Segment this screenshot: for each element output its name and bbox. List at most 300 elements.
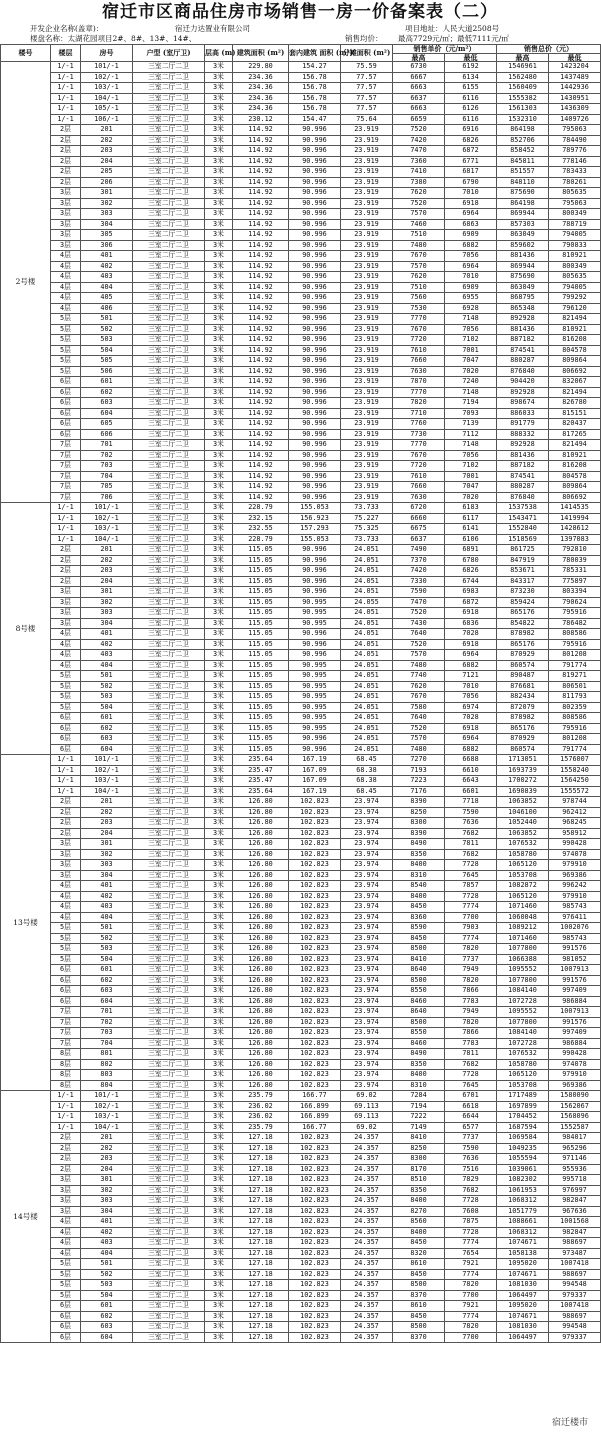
table-row	[1, 209, 601, 220]
cell-unit-type: 三室二厅二卫	[133, 776, 205, 787]
cell-total-price-max: 886033	[497, 408, 549, 419]
cell-total-price-max: 1039061	[497, 1164, 549, 1175]
header-building: 楼号	[1, 45, 51, 62]
table-row	[1, 1017, 601, 1028]
cell-unit-price-max: 8170	[393, 1164, 445, 1175]
cell-unit-type: 三室二厅二卫	[133, 335, 205, 346]
cell-gross-area: 126.80	[233, 986, 289, 997]
cell-unit-price-max: 7720	[393, 335, 445, 346]
cell-shared-area: 23.974	[341, 828, 393, 839]
table-row	[1, 986, 601, 997]
cell-unit-price-max: 7670	[393, 450, 445, 461]
table-row	[1, 503, 601, 514]
cell-inner-area: 90.995	[289, 713, 341, 724]
cell-unit-price-min: 6610	[445, 765, 497, 776]
cell-unit-price-min: 7028	[445, 713, 497, 724]
cell-floor: 5层	[51, 692, 81, 703]
cell-shared-area: 23.919	[341, 135, 393, 146]
cell-inner-area: 102.823	[289, 1038, 341, 1049]
cell-gross-area: 114.92	[233, 356, 289, 367]
cell-shared-area: 23.919	[341, 188, 393, 199]
cell-total-price-max: 1058138	[497, 1248, 549, 1259]
cell-unit-type: 三室二厅二卫	[133, 797, 205, 808]
cell-inner-area: 102.823	[289, 996, 341, 1007]
cell-shared-area: 23.974	[341, 807, 393, 818]
cell-inner-area: 102.823	[289, 1332, 341, 1343]
cell-inner-area: 102.823	[289, 891, 341, 902]
cell-room: 202	[81, 1143, 133, 1154]
cell-total-price-max: 864198	[497, 125, 549, 136]
cell-unit-price-max: 8350	[393, 1185, 445, 1196]
cell-unit-price-min: 7728	[445, 1227, 497, 1238]
cell-room: 302	[81, 1185, 133, 1196]
cell-unit-type: 三室二厅二卫	[133, 104, 205, 115]
cell-floor-height: 3米	[205, 860, 233, 871]
cell-inner-area: 102.823	[289, 1217, 341, 1228]
cell-unit-type: 三室二厅二卫	[133, 765, 205, 776]
cell-unit-price-max: 8610	[393, 1301, 445, 1312]
cell-shared-area: 23.919	[341, 293, 393, 304]
cell-unit-type: 三室二厅二卫	[133, 188, 205, 199]
cell-floor-height: 3米	[205, 849, 233, 860]
cell-gross-area: 127.18	[233, 1290, 289, 1301]
cell-floor-height: 3米	[205, 303, 233, 314]
cell-room: 604	[81, 996, 133, 1007]
table-row	[1, 639, 601, 650]
cell-floor-height: 3米	[205, 135, 233, 146]
cell-floor: 6层	[51, 1301, 81, 1312]
cell-inner-area: 90.996	[289, 272, 341, 283]
cell-room: 203	[81, 566, 133, 577]
cell-total-price-max: 872079	[497, 702, 549, 713]
cell-floor-height: 3米	[205, 818, 233, 829]
cell-unit-price-max: 8400	[393, 1227, 445, 1238]
table-row	[1, 975, 601, 986]
table-row	[1, 167, 601, 178]
cell-gross-area: 127.18	[233, 1301, 289, 1312]
cell-room: 403	[81, 272, 133, 283]
document-title: 宿迁市区商品住房市场销售一房一价备案表（二）	[102, 2, 498, 22]
cell-shared-area: 23.919	[341, 272, 393, 283]
cell-unit-price-min: 6790	[445, 177, 497, 188]
table-row	[1, 734, 601, 745]
cell-floor-height: 3米	[205, 1196, 233, 1207]
cell-unit-type: 三室二厅二卫	[133, 1133, 205, 1144]
cell-total-price-min: 1552587	[549, 1122, 601, 1133]
cell-unit-price-min: 7820	[445, 1322, 497, 1333]
table-row	[1, 723, 601, 734]
cell-shared-area: 23.974	[341, 912, 393, 923]
cell-shared-area: 24.357	[341, 1259, 393, 1270]
cell-floor: 5层	[51, 1290, 81, 1301]
cell-room: 405	[81, 293, 133, 304]
cell-gross-area: 126.80	[233, 881, 289, 892]
cell-unit-price-min: 7010	[445, 272, 497, 283]
cell-total-price-max: 1077800	[497, 1017, 549, 1028]
table-row	[1, 587, 601, 598]
cell-inner-area: 90.996	[289, 177, 341, 188]
cell-unit-type: 三室二厅二卫	[133, 1269, 205, 1280]
cell-inner-area: 155.053	[289, 534, 341, 545]
cell-floor: 3层	[51, 849, 81, 860]
cell-total-price-max: 898674	[497, 398, 549, 409]
cell-unit-type: 三室二厅二卫	[133, 135, 205, 146]
cell-floor-height: 3米	[205, 230, 233, 241]
cell-inner-area: 90.996	[289, 555, 341, 566]
cell-total-price-min: 997409	[549, 1028, 601, 1039]
cell-total-price-min: 976411	[549, 912, 601, 923]
cell-floor: 4层	[51, 912, 81, 923]
cell-total-price-min: 1562067	[549, 1101, 601, 1112]
table-row	[1, 923, 601, 934]
cell-floor: 5层	[51, 324, 81, 335]
cell-floor: 5层	[51, 681, 81, 692]
cell-unit-price-max: 7223	[393, 776, 445, 787]
cell-unit-type: 三室二厅二卫	[133, 345, 205, 356]
cell-total-price-min: 986884	[549, 1038, 601, 1049]
cell-unit-price-min: 7866	[445, 1028, 497, 1039]
cell-total-price-max: 878982	[497, 629, 549, 640]
cell-unit-price-max: 8500	[393, 944, 445, 955]
header-total-max: 最高	[497, 53, 549, 62]
cell-gross-area: 236.02	[233, 1112, 289, 1123]
table-row	[1, 1175, 601, 1186]
cell-total-price-max: 876840	[497, 492, 549, 503]
cell-unit-price-min: 7728	[445, 860, 497, 871]
cell-floor: 6层	[51, 377, 81, 388]
cell-total-price-max: 1053708	[497, 870, 549, 881]
cell-unit-price-max: 8500	[393, 1322, 445, 1333]
header-type: 户型 (室厅卫)	[133, 45, 205, 62]
cell-unit-price-max: 7760	[393, 419, 445, 430]
cell-shared-area: 23.919	[341, 251, 393, 262]
cell-floor-height: 3米	[205, 1122, 233, 1133]
cell-floor-height: 3米	[205, 1038, 233, 1049]
cell-unit-type: 三室二厅二卫	[133, 419, 205, 430]
cell-unit-type: 三室二厅二卫	[133, 387, 205, 398]
cell-unit-type: 三室二厅二卫	[133, 146, 205, 157]
cell-total-price-max: 1095020	[497, 1259, 549, 1270]
cell-total-price-min: 783433	[549, 167, 601, 178]
cell-room: 104/-1	[81, 786, 133, 797]
cell-room: 603	[81, 398, 133, 409]
cell-room: 502	[81, 1269, 133, 1280]
cell-floor-height: 3米	[205, 1133, 233, 1144]
cell-inner-area: 90.996	[289, 408, 341, 419]
cell-inner-area: 102.823	[289, 954, 341, 965]
cell-total-price-max: 857303	[497, 219, 549, 230]
cell-floor: 1/-1	[51, 524, 81, 535]
cell-total-price-max: 1061953	[497, 1185, 549, 1196]
cell-unit-price-min: 6918	[445, 198, 497, 209]
cell-total-price-max: 904420	[497, 377, 549, 388]
cell-total-price-max: 1095552	[497, 965, 549, 976]
table-row	[1, 398, 601, 409]
cell-inner-area: 102.823	[289, 1164, 341, 1175]
cell-total-price-max: 1076532	[497, 839, 549, 850]
table-row	[1, 1133, 601, 1144]
cell-inner-area: 102.823	[289, 860, 341, 871]
cell-unit-type: 三室二厅二卫	[133, 1154, 205, 1165]
cell-floor: 6层	[51, 429, 81, 440]
cell-unit-type: 三室二厅二卫	[133, 923, 205, 934]
cell-total-price-max: 845811	[497, 156, 549, 167]
cell-gross-area: 114.92	[233, 461, 289, 472]
cell-total-price-max: 865176	[497, 639, 549, 650]
cell-total-price-max: 1046100	[497, 807, 549, 818]
cell-inner-area: 102.823	[289, 818, 341, 829]
cell-unit-type: 三室二厅二卫	[133, 744, 205, 755]
cell-shared-area: 23.974	[341, 849, 393, 860]
cell-unit-price-min: 7240	[445, 377, 497, 388]
cell-gross-area: 126.80	[233, 870, 289, 881]
cell-total-price-max: 1082872	[497, 881, 549, 892]
cell-unit-price-min: 6882	[445, 744, 497, 755]
cell-room: 506	[81, 366, 133, 377]
cell-unit-price-min: 6577	[445, 1122, 497, 1133]
cell-unit-price-min: 6974	[445, 702, 497, 713]
cell-unit-price-min: 7682	[445, 1059, 497, 1070]
table-row	[1, 786, 601, 797]
table-row	[1, 1290, 601, 1301]
cell-gross-area: 235.79	[233, 1122, 289, 1133]
cell-floor: 6层	[51, 419, 81, 430]
cell-gross-area: 114.92	[233, 282, 289, 293]
cell-unit-price-min: 6964	[445, 734, 497, 745]
cell-floor-height: 3米	[205, 639, 233, 650]
table-row	[1, 702, 601, 713]
cell-inner-area: 102.823	[289, 1227, 341, 1238]
cell-total-price-max: 1058780	[497, 1059, 549, 1070]
cell-room: 701	[81, 1007, 133, 1018]
cell-unit-price-min: 6618	[445, 1101, 497, 1112]
cell-gross-area: 126.80	[233, 807, 289, 818]
cell-gross-area: 126.80	[233, 1059, 289, 1070]
cell-total-price-min: 985743	[549, 933, 601, 944]
cell-floor-height: 3米	[205, 1154, 233, 1165]
table-row	[1, 335, 601, 346]
cell-total-price-min: 810921	[549, 450, 601, 461]
cell-unit-type: 三室二厅二卫	[133, 587, 205, 598]
cell-total-price-max: 874541	[497, 471, 549, 482]
cell-total-price-min: 788719	[549, 219, 601, 230]
cell-inner-area: 102.823	[289, 1290, 341, 1301]
cell-unit-price-min: 7783	[445, 1038, 497, 1049]
cell-unit-type: 三室二厅二卫	[133, 891, 205, 902]
cell-inner-area: 90.996	[289, 314, 341, 325]
cell-unit-price-max: 7490	[393, 545, 445, 556]
cell-unit-price-max: 8460	[393, 996, 445, 1007]
cell-room: 202	[81, 807, 133, 818]
cell-floor-height: 3米	[205, 1259, 233, 1270]
cell-shared-area: 23.919	[341, 356, 393, 367]
cell-unit-price-min: 7645	[445, 870, 497, 881]
table-row	[1, 429, 601, 440]
cell-total-price-max: 1065120	[497, 860, 549, 871]
cell-unit-price-min: 6116	[445, 93, 497, 104]
cell-total-price-min: 1001568	[549, 1217, 601, 1228]
cell-gross-area: 127.18	[233, 1133, 289, 1144]
cell-gross-area: 114.92	[233, 303, 289, 314]
cell-room: 101/-1	[81, 503, 133, 514]
cell-total-price-min: 821494	[549, 314, 601, 325]
cell-shared-area: 24.357	[341, 1217, 393, 1228]
cell-room: 102/-1	[81, 513, 133, 524]
cell-floor: 8层	[51, 1049, 81, 1060]
cell-floor-height: 3米	[205, 1269, 233, 1280]
cell-unit-type: 三室二厅二卫	[133, 156, 205, 167]
cell-gross-area: 115.05	[233, 618, 289, 629]
cell-unit-price-min: 7682	[445, 849, 497, 860]
project-line	[0, 34, 600, 44]
cell-floor-height: 3米	[205, 503, 233, 514]
cell-unit-price-max: 7176	[393, 786, 445, 797]
cell-floor: 5层	[51, 933, 81, 944]
cell-total-price-min: 969386	[549, 1080, 601, 1091]
cell-room: 102/-1	[81, 1101, 133, 1112]
cell-room: 601	[81, 1301, 133, 1312]
cell-floor: 2层	[51, 566, 81, 577]
cell-floor-height: 3米	[205, 471, 233, 482]
cell-shared-area: 24.051	[341, 681, 393, 692]
cell-total-price-min: 986884	[549, 996, 601, 1007]
cell-shared-area: 23.974	[341, 881, 393, 892]
cell-floor: 6层	[51, 734, 81, 745]
cell-total-price-min: 1568096	[549, 1112, 601, 1123]
cell-total-price-min: 1414535	[549, 503, 601, 514]
cell-total-price-min: 820437	[549, 419, 601, 430]
cell-unit-price-max: 7570	[393, 261, 445, 272]
cell-total-price-min: 979910	[549, 891, 601, 902]
header-total-min: 最低	[549, 53, 601, 62]
cell-floor: 5层	[51, 923, 81, 934]
cell-total-price-min: 968245	[549, 818, 601, 829]
cell-floor: 4层	[51, 1248, 81, 1259]
cell-gross-area: 115.05	[233, 576, 289, 587]
cell-floor-height: 3米	[205, 566, 233, 577]
cell-total-price-max: 1072728	[497, 996, 549, 1007]
cell-total-price-max: 848110	[497, 177, 549, 188]
cell-unit-type: 三室二厅二卫	[133, 965, 205, 976]
cell-unit-price-min: 7728	[445, 1196, 497, 1207]
cell-floor: 7层	[51, 1017, 81, 1028]
cell-inner-area: 102.823	[289, 1049, 341, 1060]
cell-gross-area: 234.36	[233, 104, 289, 115]
cell-room: 401	[81, 629, 133, 640]
cell-unit-price-max: 7770	[393, 387, 445, 398]
cell-total-price-max: 1055594	[497, 1154, 549, 1165]
cell-gross-area: 114.92	[233, 293, 289, 304]
cell-unit-price-max: 8270	[393, 1206, 445, 1217]
table-row	[1, 881, 601, 892]
cell-unit-type: 三室二厅二卫	[133, 324, 205, 335]
cell-inner-area: 90.996	[289, 345, 341, 356]
cell-unit-price-min: 6826	[445, 566, 497, 577]
cell-unit-type: 三室二厅二卫	[133, 513, 205, 524]
cell-gross-area: 235.47	[233, 776, 289, 787]
cell-total-price-min: 810921	[549, 324, 601, 335]
cell-inner-area: 102.823	[289, 807, 341, 818]
cell-total-price-min: 786482	[549, 618, 601, 629]
cell-floor: 5层	[51, 702, 81, 713]
cell-inner-area: 154.27	[289, 62, 341, 73]
cell-inner-area: 90.996	[289, 335, 341, 346]
cell-unit-price-max: 6730	[393, 62, 445, 73]
cell-floor-height: 3米	[205, 324, 233, 335]
cell-inner-area: 90.996	[289, 461, 341, 472]
cell-unit-price-min: 6134	[445, 72, 497, 83]
cell-unit-price-min: 6909	[445, 282, 497, 293]
cell-gross-area: 115.05	[233, 650, 289, 661]
average-price-label: 销售均价：	[345, 34, 383, 43]
cell-floor-height: 3米	[205, 608, 233, 619]
cell-total-price-min: 799292	[549, 293, 601, 304]
cell-floor-height: 3米	[205, 272, 233, 283]
building-name: 2号楼	[1, 62, 51, 503]
cell-unit-type: 三室二厅二卫	[133, 713, 205, 724]
cell-gross-area: 114.92	[233, 450, 289, 461]
developer-name: 宿迁力达置业有限公司	[175, 24, 250, 33]
cell-floor: 2层	[51, 828, 81, 839]
cell-unit-price-max: 6663	[393, 83, 445, 94]
cell-shared-area: 23.919	[341, 219, 393, 230]
cell-gross-area: 114.92	[233, 125, 289, 136]
cell-floor: 4层	[51, 1227, 81, 1238]
cell-gross-area: 126.80	[233, 1070, 289, 1081]
cell-shared-area: 24.051	[341, 545, 393, 556]
table-row	[1, 1332, 601, 1343]
cell-shared-area: 24.357	[341, 1280, 393, 1291]
cell-gross-area: 126.80	[233, 818, 289, 829]
cell-unit-type: 三室二厅二卫	[133, 902, 205, 913]
cell-floor: 2层	[51, 818, 81, 829]
cell-room: 604	[81, 1332, 133, 1343]
cell-unit-type: 三室二厅二卫	[133, 870, 205, 881]
cell-floor: 2层	[51, 807, 81, 818]
cell-gross-area: 115.05	[233, 597, 289, 608]
cell-unit-price-min: 6928	[445, 303, 497, 314]
cell-room: 204	[81, 576, 133, 587]
header-height: 层高 (m)	[205, 45, 233, 62]
cell-floor-height: 3米	[205, 1185, 233, 1196]
cell-unit-price-min: 7700	[445, 1290, 497, 1301]
cell-shared-area: 24.051	[341, 723, 393, 734]
cell-floor: 1/-1	[51, 1091, 81, 1102]
cell-room: 705	[81, 482, 133, 493]
cell-unit-price-min: 6964	[445, 209, 497, 220]
cell-shared-area: 23.974	[341, 860, 393, 871]
cell-unit-type: 三室二厅二卫	[133, 1122, 205, 1133]
cell-unit-price-max: 7284	[393, 1091, 445, 1102]
table-row	[1, 1259, 601, 1270]
cell-inner-area: 90.996	[289, 261, 341, 272]
cell-gross-area: 127.18	[233, 1238, 289, 1249]
cell-unit-type: 三室二厅二卫	[133, 1311, 205, 1322]
cell-room: 103/-1	[81, 524, 133, 535]
cell-floor: 4层	[51, 272, 81, 283]
cell-shared-area: 23.919	[341, 398, 393, 409]
cell-floor-height: 3米	[205, 1248, 233, 1259]
cell-total-price-max: 1068312	[497, 1196, 549, 1207]
cell-total-price-min: 801208	[549, 734, 601, 745]
cell-gross-area: 127.18	[233, 1259, 289, 1270]
cell-unit-price-min: 6916	[445, 125, 497, 136]
cell-unit-price-max: 7149	[393, 1122, 445, 1133]
cell-total-price-max: 892928	[497, 387, 549, 398]
cell-total-price-max: 875690	[497, 272, 549, 283]
cell-unit-price-min: 7783	[445, 996, 497, 1007]
cell-unit-type: 三室二厅二卫	[133, 471, 205, 482]
